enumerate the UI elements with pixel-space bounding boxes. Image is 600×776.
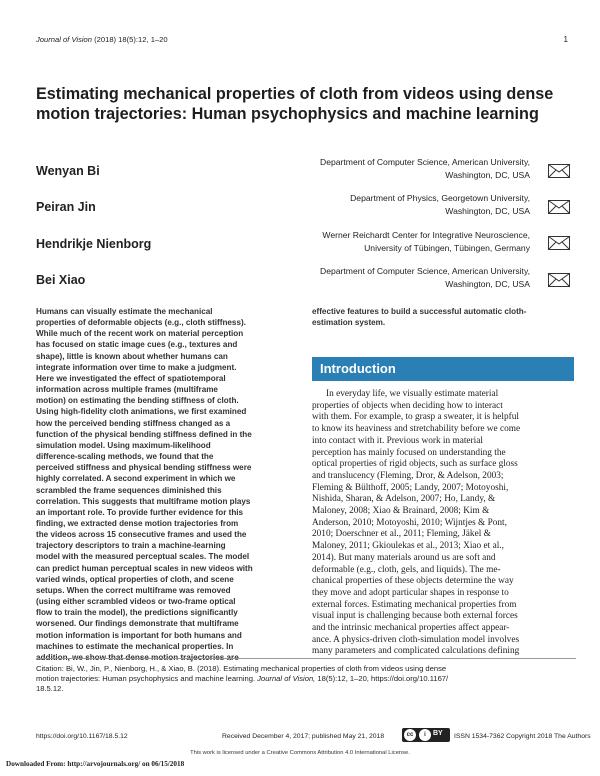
text-line: perception has mainly focused on understanding the <box>312 447 506 458</box>
text-line: has focused on static image cues (e.g., textures and <box>36 340 238 350</box>
text-line: with them. For example, to grasp a sweater, it is helpful <box>312 412 519 423</box>
license-notice[interactable]: This work is licensed under a Creative Commons Attribution 4.0 International License. <box>190 750 410 756</box>
text-line: worsened. Our findings demonstrate that multiframe <box>36 619 239 629</box>
affiliation-line: University of Tübingen, Tübingen, Germany <box>364 242 530 253</box>
attribution-icon: i <box>419 729 431 741</box>
text-line: Humans can visually estimate the mechanical <box>36 307 213 316</box>
affiliation-line: Washington, DC, USA <box>445 169 530 180</box>
citation-line <box>36 674 576 684</box>
abstract-right-column <box>312 306 574 328</box>
article-title: Estimating mechanical properties of cloth from videos using dense motion trajectories: Human psychophysics and machine learning <box>36 85 554 123</box>
text-line: (using either scrambled videos or two-frame optical <box>36 597 236 607</box>
author-affiliation-2 <box>210 192 530 217</box>
page-number: 1 <box>563 35 568 44</box>
text-line: estimation system. <box>312 318 386 328</box>
text-line: Nishida, Sharan, & Adelson, 2007; Ho, Landy, & <box>312 494 496 505</box>
affiliation-line: Department of Computer Science, American University, <box>320 266 530 276</box>
text-line: finding, we extracted dense motion trajectories from <box>36 518 239 528</box>
affiliation-line: Washington, DC, USA <box>445 278 530 289</box>
text-line: can predict human perceptual scales in new videos with <box>36 563 253 573</box>
cc-by-label: BY <box>433 730 443 737</box>
text-line: addition, we show that dense motion trajectories are <box>36 652 239 662</box>
text-line: the videos across 15 consecutive frames and used the <box>36 530 247 540</box>
text-line: and translucency (Fleming, Dror, & Adelson, 2003; <box>312 470 504 481</box>
introduction-heading-bar <box>312 357 574 381</box>
author-affiliation-3 <box>210 229 530 254</box>
citation-divider <box>36 658 576 659</box>
author-name-2: Peiran Jin <box>36 200 96 214</box>
text-line: highly correlated. A second experiment in which we <box>36 474 236 484</box>
author-affiliation-4 <box>210 265 530 290</box>
text-line: motion information is important for both humans and <box>36 630 242 640</box>
affiliation-line: Werner Reichardt Center for Integrative Neuroscience, <box>322 230 530 240</box>
affiliation-line: Washington, DC, USA <box>445 205 530 216</box>
footer-issn: ISSN 1534-7362 Copyright 2018 The Authors <box>454 733 591 740</box>
email-envelope-icon[interactable] <box>548 200 570 214</box>
text-line: varied winds, optical properties of cloth, and scene <box>36 574 234 584</box>
email-envelope-icon[interactable] <box>548 236 570 250</box>
affiliation-line: Department of Computer Science, American University, <box>320 157 530 167</box>
text-line: flow to train the model), the predictions significantly <box>36 608 238 618</box>
text-line: ance. A physics-driven cloth-simulation model involves <box>312 634 520 645</box>
footer-received-date: Received December 4, 2017; published May 21, 2018 <box>222 733 385 740</box>
text-line: into contact with it. Previous work in material <box>312 435 483 446</box>
text-line: visual input is challenging because both external forces <box>312 611 518 622</box>
text-line: and the intrinsic mechanical properties affect appear- <box>312 623 510 634</box>
text-line: effective features to build a successful automatic cloth- <box>312 307 527 316</box>
creative-commons-badge[interactable] <box>402 728 450 742</box>
citation-journal: Journal of Vision, <box>257 673 316 683</box>
text-line: information across multiple frames (multiframe <box>36 385 218 395</box>
text-line: external forces. Estimating mechanical properties from <box>312 599 517 610</box>
author-name-1: Wenyan Bi <box>36 164 100 178</box>
introduction-heading: Introduction <box>320 361 396 376</box>
email-envelope-icon[interactable] <box>548 164 570 178</box>
text-line: shape), little is known about whether humans can <box>36 351 228 361</box>
downloaded-from: Downloaded From: http://arvojournals.org/ on 06/15/2018 <box>6 760 185 768</box>
text-line: machines to estimate the mechanical properties. In <box>36 641 234 651</box>
author-name-3: Hendrikje Nienborg <box>36 237 152 251</box>
text-line: properties of deformable objects (e.g., cloth stiffness). <box>36 318 246 328</box>
email-envelope-icon[interactable] <box>548 273 570 287</box>
text-line: optical properties of rigid objects, such as surface gloss <box>312 459 518 470</box>
citation-block <box>36 664 576 693</box>
text-line: an important role. To provide further evidence for this <box>36 507 244 517</box>
text-line: 2010; Doerschner et al., 2011; Fleming, Jäkel & <box>312 529 491 540</box>
text-line: simulation model. Using maximum-likelihood <box>36 440 211 450</box>
text-line: deformable (e.g., cloth, gels, and liquids). The me- <box>312 564 501 575</box>
footer-doi-link[interactable]: https://doi.org/10.1167/18.5.12 <box>36 733 128 740</box>
author-name-4: Bei Xiao <box>36 273 86 287</box>
introduction-body <box>312 389 574 658</box>
text-line: Maloney, 2008; Xiao & Brainard, 2008; Kim & <box>312 506 490 517</box>
text-line: difference-scaling methods, we found that the <box>36 452 214 462</box>
text-line: model with the measured perceptual scales. The model <box>36 552 250 562</box>
running-head <box>36 35 168 44</box>
text-line: chanical properties of these objects determine the way <box>312 576 514 587</box>
abstract-left-column <box>36 306 296 663</box>
text-line: motion) on estimating the bending stiffness of cloth. <box>36 396 239 406</box>
text-line: properties of objects when deciding how to interact <box>312 400 503 411</box>
text-line: perceived stiffness and physical bending stiffness were <box>36 463 252 473</box>
affiliation-line: Department of Physics, Georgetown University, <box>350 193 530 203</box>
text-line: to know its heaviness and stretchability before we come <box>312 424 521 435</box>
text-line: trajectory descriptors to train a machine-learning <box>36 541 226 551</box>
citation-text[interactable]: 18(5):12, 1–20, https://doi.org/10.1167/ <box>315 673 449 683</box>
journal-volume: (2018) 18(5):12, 1–20 <box>92 35 168 44</box>
journal-name: Journal of Vision <box>36 35 93 44</box>
text-line: Fleming & Bülthoff, 2005; Landy, 2007; Motoyoshi, <box>312 482 509 493</box>
text-line: Using high-fidelity cloth animations, we first examined <box>36 407 247 417</box>
citation-line: 18.5.12. <box>36 683 64 693</box>
text-line: integrate information over time to make a judgment. <box>36 362 237 372</box>
text-line: they move and adopt particular shapes in response to <box>312 587 509 598</box>
text-line: While much of the recent work on material perception <box>36 329 244 339</box>
text-line: 2014). But many materials around us are soft and <box>312 552 496 563</box>
cc-icon: cc <box>404 729 416 741</box>
text-line: how the perceived bending stiffness changed as a <box>36 418 231 428</box>
author-affiliation-1 <box>210 156 530 181</box>
text-line: In everyday life, we visually estimate material <box>326 389 499 399</box>
text-line: Here we investigated the effect of spatiotemporal <box>36 373 226 383</box>
citation-text: motion trajectories: Human psychophysics and machine learning. <box>36 673 258 683</box>
text-line: Maloney, 2011; Gkioulekas et al., 2013; Xiao et al., <box>312 541 504 552</box>
text-line: many parameters and complicated calculations defining <box>312 646 520 657</box>
citation-line: Citation: Bi, W., Jin, P., Nienborg, H., & Xiao, B. (2018). Estimating mechanical properties of cloth from videos using dense <box>36 664 447 673</box>
text-line: correlation. This suggests that multiframe motion plays <box>36 496 251 506</box>
text-line: scrambled the frame sequences diminished this <box>36 485 222 495</box>
text-line: Anderson, 2010; Motoyoshi, 2010; Wijntjes & Pont, <box>312 517 507 528</box>
text-line: setups. When the correct multiframe was removed <box>36 585 231 595</box>
text-line: function of the physical bending stiffness defined in the <box>36 429 252 439</box>
